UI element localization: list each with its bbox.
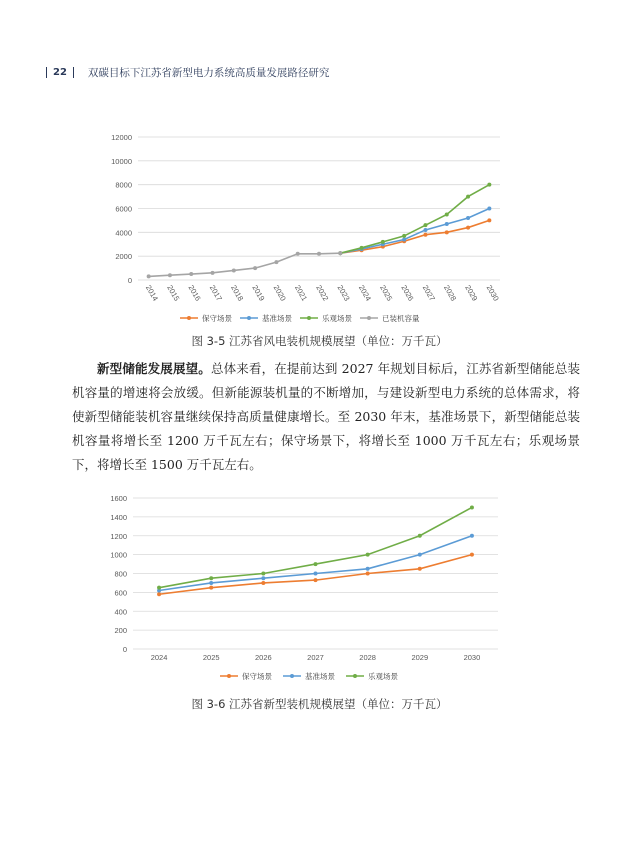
data-point [147, 274, 151, 278]
storage-capacity-chart [0, 486, 639, 686]
data-point [402, 237, 406, 241]
x-tick-label: 2017 [207, 283, 224, 303]
data-point [338, 251, 342, 255]
body-paragraph [72, 357, 580, 477]
data-point [274, 260, 278, 264]
x-tick-label: 2027 [420, 283, 437, 303]
data-point [466, 226, 470, 230]
x-tick-label: 2029 [411, 653, 429, 662]
data-point [317, 252, 321, 256]
data-point [189, 272, 193, 276]
x-tick-label: 2029 [463, 283, 480, 303]
legend-marker [187, 316, 191, 320]
data-point [445, 222, 449, 226]
header-divider [73, 67, 74, 78]
x-tick-label: 2026 [255, 653, 272, 662]
header-divider [46, 67, 47, 78]
data-point [360, 246, 364, 250]
y-tick-label: 1200 [110, 531, 127, 541]
data-point [487, 218, 491, 222]
data-point [209, 581, 213, 585]
paragraph-body: 总体来看，在提前达到 2027 年规划目标后，江苏省新型储能总装机容量的增速将会放缓。但新能源装机量的不断增加，与建设新型电力系统的总体需求，将使新型储能装机容量继续保持高质量健康增长。至 2030 年末，基准场景下，新型储能总装机容量将增长至 1200 万千瓦左右；保守场景下，将增长至 1000 万千瓦左右；乐观场景下，将增长至 1500 万千瓦左右。 [72, 361, 580, 472]
y-tick-label: 800 [114, 569, 127, 579]
data-point [445, 230, 449, 234]
paragraph-lead: 新型储能发展展望。 [97, 361, 211, 376]
legend-label: 乐观场景 [368, 672, 398, 681]
x-tick-label: 2027 [307, 653, 324, 662]
y-tick-label: 1400 [110, 512, 127, 522]
legend-label: 基准场景 [262, 314, 292, 323]
x-tick-label: 2020 [271, 283, 288, 303]
y-tick-label: 6000 [115, 204, 132, 214]
data-point [366, 553, 370, 557]
x-tick-label: 2022 [314, 283, 331, 303]
data-point [487, 183, 491, 187]
x-tick-label: 2019 [250, 283, 267, 303]
legend-marker [290, 674, 294, 678]
data-point [381, 240, 385, 244]
data-point [209, 576, 213, 580]
y-tick-label: 1000 [110, 550, 127, 560]
data-point [466, 195, 470, 199]
legend-label: 保守场景 [202, 314, 232, 323]
y-tick-label: 10000 [111, 156, 132, 166]
x-tick-label: 2015 [165, 283, 182, 303]
data-point [366, 572, 370, 576]
data-point [470, 534, 474, 538]
series-line-2 [159, 507, 472, 587]
data-point [314, 562, 318, 566]
y-tick-label: 2000 [115, 252, 132, 262]
legend-label: 保守场景 [242, 672, 272, 681]
data-point [487, 207, 491, 211]
x-tick-label: 2025 [202, 653, 220, 662]
legend-marker [367, 316, 371, 320]
legend-marker [307, 316, 311, 320]
data-point [168, 273, 172, 277]
data-point [366, 567, 370, 571]
data-point [466, 216, 470, 220]
data-point [209, 586, 213, 590]
y-tick-label: 400 [114, 607, 127, 617]
data-point [402, 234, 406, 238]
x-tick-label: 2016 [186, 283, 203, 303]
legend-label: 基准场景 [305, 672, 335, 681]
data-point [157, 586, 161, 590]
page-number: 22 [53, 66, 67, 78]
x-tick-label: 2030 [463, 653, 481, 662]
data-point [470, 505, 474, 509]
y-tick-label: 0 [122, 645, 127, 654]
series-line-3 [149, 253, 341, 276]
x-tick-label: 2025 [378, 283, 395, 303]
data-point [157, 592, 161, 596]
x-tick-label: 2021 [292, 283, 310, 303]
y-tick-label: 12000 [111, 133, 132, 142]
wind-capacity-chart [0, 125, 639, 330]
data-point [211, 271, 215, 275]
y-tick-label: 1600 [110, 494, 127, 503]
data-point [314, 578, 318, 582]
page-header [46, 64, 329, 80]
data-point [470, 553, 474, 557]
figure-caption-3-5: 图 3-5 江苏省风电装机规模展望（单位：万千瓦） [191, 334, 448, 348]
y-tick-label: 600 [114, 588, 127, 598]
y-tick-label: 8000 [115, 180, 132, 190]
x-tick-label: 2024 [150, 653, 168, 662]
figure-caption-3-6: 图 3-6 江苏省新型装机规模展望（单位：万千瓦） [191, 697, 448, 711]
data-point [445, 212, 449, 216]
legend-marker [247, 316, 251, 320]
data-point [314, 572, 318, 576]
x-tick-label: 2030 [484, 283, 501, 303]
y-tick-label: 200 [114, 626, 127, 636]
data-point [232, 268, 236, 272]
legend-label: 乐观场景 [322, 314, 352, 323]
data-point [253, 266, 257, 270]
data-point [423, 223, 427, 227]
data-point [261, 581, 265, 585]
x-tick-label: 2026 [399, 283, 416, 303]
y-tick-label: 4000 [115, 228, 132, 238]
data-point [261, 572, 265, 576]
data-point [423, 228, 427, 232]
x-tick-label: 2028 [442, 283, 459, 303]
x-tick-label: 2018 [229, 283, 246, 303]
legend-marker [227, 674, 231, 678]
x-tick-label: 2024 [356, 283, 373, 303]
y-tick-label: 0 [127, 276, 132, 285]
x-tick-label: 2023 [335, 283, 352, 303]
data-point [296, 252, 300, 256]
x-tick-label: 2028 [359, 653, 376, 662]
running-title: 双碳目标下江苏省新型电力系统高质量发展路径研究 [87, 66, 330, 79]
data-point [418, 534, 422, 538]
data-point [423, 233, 427, 237]
data-point [418, 553, 422, 557]
x-tick-label: 2014 [143, 283, 161, 303]
legend-label: 已装机容量 [382, 314, 420, 323]
data-point [418, 567, 422, 571]
legend-marker [353, 674, 357, 678]
data-point [261, 576, 265, 580]
